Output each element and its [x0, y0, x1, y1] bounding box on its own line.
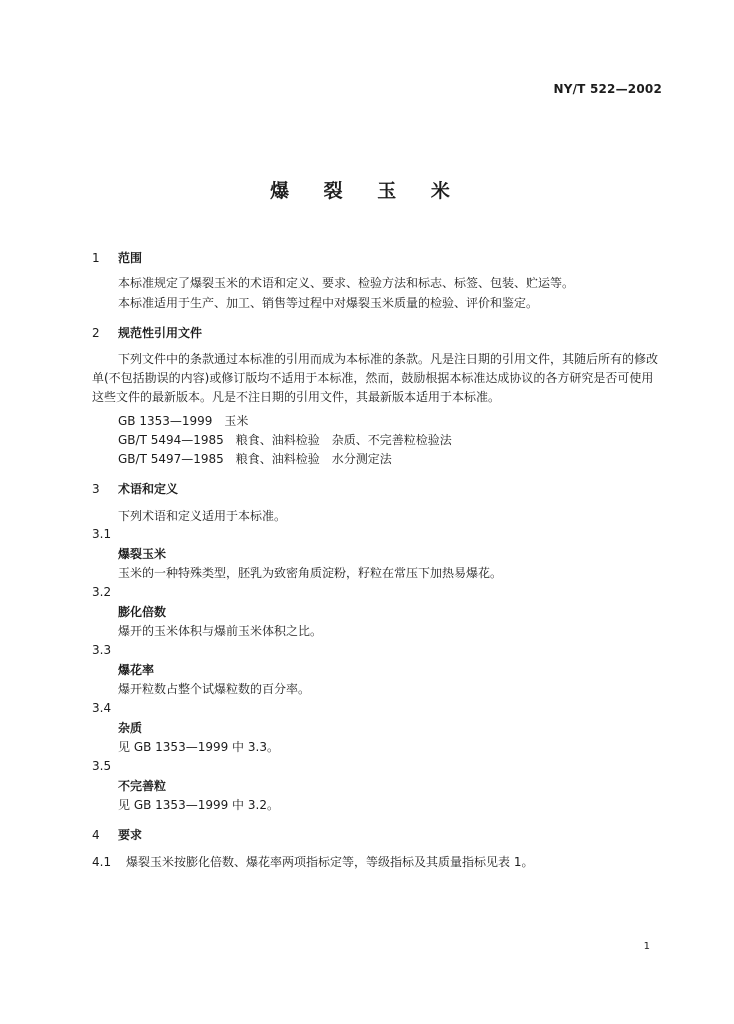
clause-number: 3.4: [92, 701, 112, 715]
reference-item: GB 1353—1999 玉米: [118, 414, 249, 428]
term-definition: 爆开粒数占整个试爆粒数的百分率。: [118, 682, 311, 696]
page-number: 1: [643, 941, 650, 952]
term-title: 爆花率: [118, 663, 155, 677]
section-4-heading: [92, 826, 142, 843]
clause-text: 爆裂玉米按膨化倍数、爆花率两项指标定等，等级指标及其质量指标见表 1。: [126, 855, 534, 869]
section-1-heading: [92, 249, 142, 266]
section-title: 范围: [118, 251, 143, 265]
term-definition: 见 GB 1353—1999 中 3.3。: [118, 740, 279, 754]
term-title: 爆裂玉米: [118, 547, 167, 561]
section-number: 4: [92, 828, 100, 842]
section-number: 2: [92, 326, 100, 340]
section-title: 规范性引用文件: [118, 326, 203, 340]
clause-number: 4.1: [92, 855, 112, 869]
term-definition: 玉米的一种特殊类型，胚乳为致密角质淀粉，籽粒在常压下加热易爆花。: [118, 566, 503, 580]
clause-number: 3.2: [92, 585, 112, 599]
section-1-para-2: 本标准适用于生产、加工、销售等过程中对爆裂玉米质量的检验、评价和鉴定。: [118, 296, 539, 310]
term-title: 杂质: [118, 721, 143, 735]
section-title: 术语和定义: [118, 482, 179, 496]
document-title: 爆 裂 玉 米: [270, 180, 464, 202]
clause-number: 3.5: [92, 759, 112, 773]
section-1-para-1: 本标准规定了爆裂玉米的术语和定义、要求、检验方法和标志、标签、包装、贮运等。: [118, 276, 575, 290]
section-2-para: 下列文件中的条款通过本标准的引用而成为本标准的条款。凡是注日期的引用文件，其随后所有的修改单(不包括勘误的内容)或修订版均不适用于本标准，然而，鼓励根据本标准达成协议的各方研究是否可使用这些文件的最新版本。凡是不注日期的引用文件，其最新版本适用于本标准。: [92, 352, 659, 404]
clause-4-1: [92, 853, 533, 871]
standard-code: NY/T 522—2002: [553, 82, 662, 96]
section-number: 1: [92, 251, 100, 265]
term-definition: 见 GB 1353—1999 中 3.2。: [118, 798, 279, 812]
section-3-heading: [92, 480, 178, 497]
term-definition: 爆开的玉米体积与爆前玉米体积之比。: [118, 624, 323, 638]
section-2-heading: [92, 324, 202, 341]
section-title: 要求: [118, 828, 143, 842]
reference-item: GB/T 5497—1985 粮食、油料检验 水分测定法: [118, 452, 392, 466]
term-title: 膨化倍数: [118, 605, 167, 619]
clause-number: 3.1: [92, 527, 112, 541]
term-title: 不完善粒: [118, 779, 167, 793]
reference-item: GB/T 5494—1985 粮食、油料检验 杂质、不完善粒检验法: [118, 433, 452, 447]
clause-number: 3.3: [92, 643, 112, 657]
section-number: 3: [92, 482, 100, 496]
section-3-intro: 下列术语和定义适用于本标准。: [118, 509, 287, 523]
